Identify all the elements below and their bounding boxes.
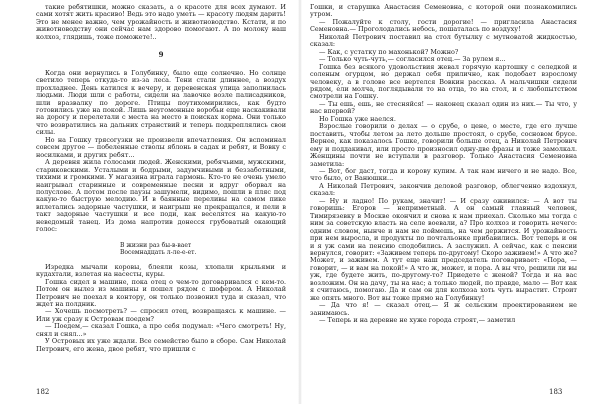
left-paragraph-1: такие ребятишки, можно сказать, а о красоте для всех думают. И сами хотят жить красиво! Ведь это надо уметь — красоту людям дарить! Это не менее важно, чем урожайность и животноводство. Кстати, и по животноводству они сейчас нам здорово помогают. А по молоку наш колхоз, глядишь, тоже поможете!..	[36, 3, 286, 41]
right-paragraph-7: — Ты ешь, ешь, не стесняйся! — наконец сказал один из них.— Ты что, у нас впервой?	[310, 99, 577, 116]
right-paragraph-8: Но Гошка уже наелся.	[319, 114, 396, 123]
chapter-number: 9	[158, 50, 164, 60]
left-paragraph-3: Но на Гошку трясогузки не произвели впечатления. Он вспоминал совсем другое — побеленные стволы яблонь в садах и ребят, и Вовку с носилками, и других ребят...	[36, 135, 286, 159]
song-verse	[120, 242, 286, 256]
right-paragraph-6: Гошка без всякого удовольствия жевал горячую картошку с селедкой и соленым огурцом, но держал себя прилично, как подобает взрослому человеку, а в голове все вертелся Вовкин рассказ. А мальчишки сидели рядом, ели молча, поглядывали то на отца, то на стол, и с любопытством смотрели на Гошку.	[310, 62, 577, 101]
right-paragraph-13: — Да что я! — сказал отец.— Я ж сельским проектированием не занимаюсь.	[310, 301, 577, 317]
right-paragraph-12: — Ну и ладно! По рукам, значит! — И сразу оживился: — А вот ты говоришь: Егоров — неприметный. А он самый главный человек, Тимирязевку в Москве окончил и снова к нам приехал. Сколько мы тогда с ним за советскую власть на селе воевали, а? Про колхоз и говорить нечего: одним словом, нынче и нам не поймешь, на чем держится. И урожайность при нем выросла, и продукты по почтальонке прибавились. Вот теперь и он и я уж сами на пенсию сподобились. А заслужил. А сейчас, как с пенсии вернулся, говорит: «Заживем теперь по-другому! Скоро заживем!» А что же? Может, и заживем. А тут еще наш председатель поговаривает: «Пора, — говорит, — и вам на покой!» А что ж, может, и пора. А вы что, решили ли вы уж, где будете жить, по-другому-то? Приедете с женой? Тогда и на вас возложим. Он на дачу, ты на нас; а только людей, по правде, мало — Вот как я считаюсь, помогаю. Да и сам он для колхоза хоть чуть вырастит. Строит же опять много. Вот вы тоже прямо на Голубинку!	[310, 196, 577, 302]
left-paragraph-9: У Островых их уже ждали. Все семейство было в сборе. Сам Николай Петрович, его жена, двое ребят, что пришли с	[36, 337, 286, 353]
page-number-left: 182	[36, 388, 50, 396]
page-number-right: 183	[549, 388, 563, 396]
right-page	[300, 0, 600, 404]
right-paragraph-2: — Пожалуйте к столу, гости дорогие! — пригласила Анастасия Семеновна.— Проголодались небось, пошаталась по воздуху!	[310, 17, 577, 34]
right-paragraph-9: Взрослые говорили о делах — о срубе, о цене, о месте, где его лучше поставить, чтобы летом за лето дольше простоял, о срубе, сосновом брусе. Вернее, как показалось Гошке, говорили больше отец, а Николай Петрович ему и поддакивал, или просто произносил одну-две фразы и тоже замолкал. Женщины почти не вступали в разговор. Только Анастасия Семеновна заметила:	[310, 122, 577, 168]
left-paragraph-6: Гошка сидел в машине, пока отец о чем-то договаривался с кем-то. Потом он вылез из машины и пошел рядом с шофером. А Николай Петрович не поехал в контору, он только позвонил туда и сказал, что ждет на полдник.	[36, 277, 286, 308]
left-paragraph-7: — Хочешь посмотреть? — спросил отец, возвращаясь к машине. — Или уж сразу к Островам поедем?	[36, 307, 286, 323]
right-paragraph-3: Николай Петрович поставил на стол бутылку с мутноватой жидкостью, сказал:	[310, 32, 577, 49]
left-paragraph-8: — Поедем,— сказал Гошка, а про себя подумал: «Чего смотреть! Ну, снял и снял...»	[36, 322, 286, 338]
right-paragraph-11: А Николай Петрович, закончив деловой разговор, облегченно вздохнул, сказал:	[310, 181, 577, 198]
right-paragraph-14: — Теперь и на деревне не хуже города строят,— заметил	[319, 316, 516, 325]
left-paragraph-4: А деревня жила голосами людей. Женскими, ребячьими, мужскими, стариковскими. Усталыми и бодрыми, задумчивыми и беззаботными, тихими и громкими. У магазина играла гармонь. Кто-то не очень умело наигрывал старинные и современные песни и вдруг оборвал на полуслове. А потом после паузы зашумели, видимо, пошли в пляс под какую-то быструю мелодию. И в баянные переливы на самом пике вплетались задорные частушки, и наигрыш не прекращался, и пели в такт задорные частушки и все поди, как веселятся на какую-то неведомый танец. Из дома напротив донесся грубоватый окающий голос:	[36, 158, 286, 234]
right-paragraph-1: Гошки, и старушка Анастасия Семеновна, с которой они познакомились утром.	[310, 3, 577, 19]
right-paragraph-4: — Как, с устатку по махонькой? Можно?	[319, 47, 459, 56]
verse-line-1: В жизни раз бы-в-вает	[120, 241, 192, 249]
right-paragraph-5: — Только чуть-чуть,— согласился отец.— За рулем я...	[319, 55, 506, 64]
right-paragraph-10: — Вот, бог даст, тогда и корову купим. А так нам ничего и не надо. Все, что было, от Ванюшки...	[310, 166, 577, 183]
verse-line-2: Восемнадцать л-ле-е-ет.	[120, 248, 197, 256]
left-paragraph-5: Изредка мычали коровы, блеяли козы, хлопали крыльями и кудахтали, взлетая на насесты, куры.	[36, 262, 286, 279]
left-paragraph-2: Когда они вернулись в Голубинку, было еще солнечно. Но солнце светило теперь откуда-то из-за леса. Тени стали длиннее, а воздух прохладнее. День катился к вечеру, и деревенская улица заполнилась людьми. Люди шли с работы, сидели на лавочке возле палисадников, шли вразвалку по дороге. Птицы поутихомирились, как будто готовились уже на покой. Лишь неугомонные воробьи еще наскакивали на дорогу и перелетали с места на место в поисках корма. Они только что возвратились на дальних странствий и теперь подкреплялись свои силы.	[36, 68, 286, 137]
